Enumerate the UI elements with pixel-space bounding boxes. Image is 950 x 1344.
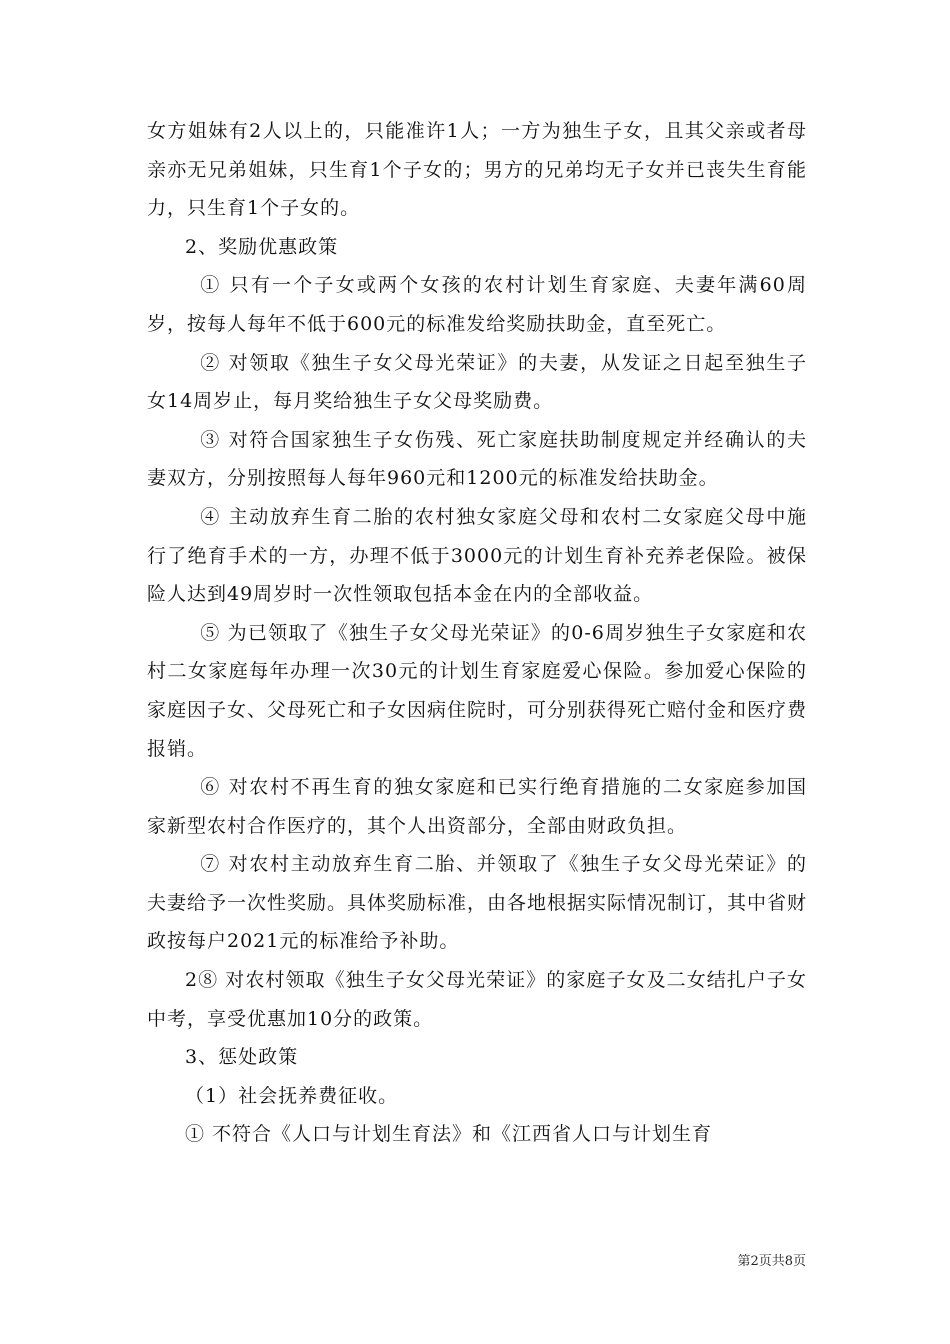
document-body xyxy=(147,112,807,1154)
paragraph-item-1: ① 只有一个子女或两个女孩的农村计划生育家庭、夫妻年满60周岁，按每人每年不低于600元的标准发给奖励扶助金，直至死亡。 xyxy=(147,274,807,335)
paragraph-item-4: ④ 主动放弃生育二胎的农村独女家庭父母和农村二女家庭父母中施行了绝育手术的一方，办理不低于3000元的计划生育补充养老保险。被保险人达到49周岁时一次性领取包括本金在内的全部收益。 xyxy=(147,505,807,606)
paragraph-item-5: ⑤ 为已领取了《独生子女父母光荣证》的0-6周岁独生子女家庭和农村二女家庭每年办理一次30元的计划生育家庭爱心保险。参加爱心保险的家庭因子女、父母死亡和子女因病住院时，可分别获得死亡赔付金和医疗费报销。 xyxy=(147,621,808,760)
paragraph-item-3: ③ 对符合国家独生子女伤残、死亡家庭扶助制度规定并经确认的夫妻双方，分别按照每人每年960元和1200元的标准发给扶助金。 xyxy=(147,428,807,490)
paragraph-item-7: ⑦ 对农村主动放弃生育二胎、并领取了《独生子女父母光荣证》的夫妻给予一次性奖励。具体奖励标准，由各地根据实际情况制订，其中省财政按每户2021元的标准给予补助。 xyxy=(147,853,808,953)
page-number-label: 第2页共8页 xyxy=(737,1254,806,1269)
paragraph-item-6: ⑥ 对农村不再生育的独女家庭和已实行绝育措施的二女家庭参加国家新型农村合作医疗的，其个人出资部分，全部由财政负担。 xyxy=(147,776,807,837)
section-heading-rewards: 2、奖励优惠政策 xyxy=(185,235,339,258)
paragraph-item-8: 2⑧ 对农村领取《独生子女父母光荣证》的家庭子女及二女结扎户子女中考，享受优惠加10分的政策。 xyxy=(147,969,807,1030)
paragraph-continuation: 女方姐妹有2人以上的，只能准许1人；一方为独生子女，且其父亲或者母亲亦无兄弟姐妹，只生育1个子女的；男方的兄弟均无子女并已丧失生育能力，只生育1个子女的。 xyxy=(147,120,807,220)
paragraph-item-2: ② 对领取《独生子女父母光荣证》的夫妻，从发证之日起至独生子女14周岁止，每月奖给独生子女父母奖励费。 xyxy=(147,351,807,413)
page-footer xyxy=(737,1250,806,1269)
section-heading-penalties: 3、惩处政策 xyxy=(185,1046,299,1069)
paragraph-penalty-1: ① 不符合《人口与计划生育法》和《江西省人口与计划生育 xyxy=(185,1123,713,1146)
subsection-heading-social-fee: （1）社会抚养费征收。 xyxy=(185,1084,399,1107)
